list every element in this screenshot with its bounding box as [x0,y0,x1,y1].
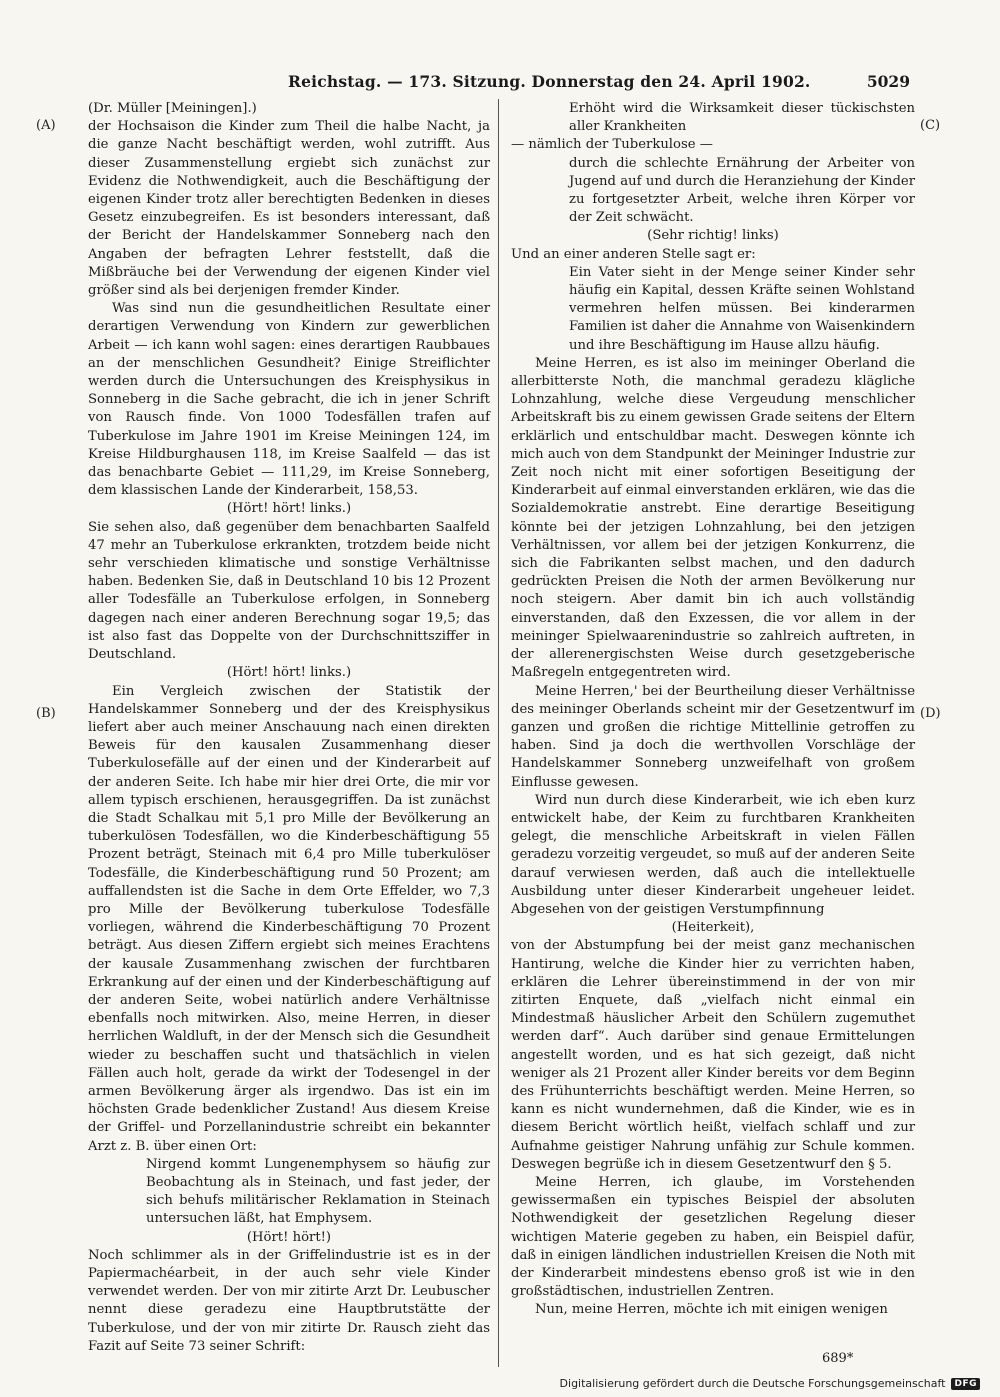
block-quote: Ein Vater sieht in der Menge seiner Kinder sehr häufig ein Kapital, dessen Kräfte seinen Wohlstand vermehren helfen müssen. Bei kinderarmen Familien ist daher die Annahme von Waisenkindern und ihre Beschäftigung im Hause allzu häufig. [569,264,915,353]
dfg-logo: DFG [951,1378,980,1390]
digitization-footer [560,1377,980,1390]
speaker-label: (Dr. Müller [Meiningen].) [88,101,257,116]
paragraph: Wird nun durch diese Kinderarbeit, wie ich eben kurz entwickelt habe, der Keim zu furchtbaren Krankheiten gelegt, die menschliche Arbeitskraft in vielen Fällen geradezu vorzeitig vergeudet, so muß auf der anderen Seite darauf verwiesen werden, daß auch die intellektuelle Ausbildung unter dieser Kinderarbeit ungeheuer leidet. Abgesehen von der geistigen Verstumpfinnung [511,792,915,917]
running-header [250,72,910,98]
left-column [88,100,490,1356]
inline-aside: — nämlich der Tuberkulose — [511,137,713,153]
interjection: (Hört! hört! links.) [226,665,352,681]
paragraph: der Hochsaison die Kinder zum Theil die halbe Nacht, ja die ganze Nacht beschäftigt werden, wohl zutrifft. Aus dieser Zusammenstellung ergiebt sich zunächst zur Evidenz die Nothwendigkeit, auch die Beschäftigung der eigenen Kinder trotz aller berechtigten Bedenken in dieses Gesetz einzubegreifen. Es ist besonders interessant, daß der Bericht der Handelskammer Sonneberg nach den Angaben der befragten Lehrer feststellt, daß die Mißbräuche bei der Verwendung der eigenen Kinder viel größer sind als bei derjenigen fremder Kinder. [88,119,490,299]
paragraph: Meine Herren, es ist also im meininger Oberland die allerbitterste Noth, die manchmal geradezu klägliche Lohnzahlung, welche diese Vergeudung menschlicher Arbeitskraft bis zu einem gewissen Grade seitens der Eltern erklärlich und entschuldbar macht. Deswegen könnte ich mich auch von dem Standpunkt der Meininger Industrie zur Zeit noch nicht mit einer sofortigen Beseitigung der Kinderarbeit auf einmal einverstanden erklären, wie das die Sozialdemokratie anstrebt. Eine derartige Beseitigung könnte bei der jetzigen Lohnzahlung, bei den jetzigen Verhältnissen, vor allem bei der jetzigen Konkurrenz, die sich die Fabrikanten selbst machen, und den dadurch gedrückten Preisen die Noth der armen Bevölkerung nur noch steigern. Aber damit bin ich auch vollständig einverstanden, daß den Exzessen, die vor allem in der meininger Spielwaarenindustrie so zahlreich auftreten, in der allerenergischsten Weise durch gesetzgeberische Maßregeln entgegentreten wird. [511,355,915,681]
paragraph: Was sind nun die gesundheitlichen Resultate einer derartigen Verwendung von Kindern zur gewerblichen Arbeit — ich kann wohl sagen: eines derartigen Raubbaues an der menschlichen Gesundheit? Einige Streiflichter werden durch die Untersuchungen des Kreisphysikus in Sonneberg in die Sache gebracht, die ich in jener Schrift von Rausch finde. Von 1000 Todesfällen trafen auf Tuberkulose im Jahre 1901 im Kreise Meiningen 124, im Kreise Hildburghausen 118, im Kreise Saalfeld — das ist das benachbarte Gebiet — 111,29, im Kreise Sonneberg, dem klassischen Lande der Kinderarbeit, 158,53. [88,301,490,499]
column-divider [498,99,499,1367]
header-title: Reichstag. — 173. Sitzung. Donnerstag den 24. April 1902. [288,72,811,91]
block-quote: durch die schlechte Ernährung der Arbeiter von Jugend auf und durch die Heranziehung der Kinder zu fortgesetzter Arbeit, welche ihren Körper vor der Zeit schwächt. [569,155,915,226]
interjection: (Hört! hört!) [246,1229,332,1245]
paragraph: Meine Herren,' bei der Beurtheilung dieser Verhältnisse des meininger Oberlands scheint mir der Gesetzentwurf im ganzen und großen die richtige Mittellinie getroffen zu haben. Sind ja doch die werthvollen Vorschläge der Handelskammer Sonneberg unzweifelhaft von großem Einflusse gewesen. [511,683,915,790]
paragraph: Sie sehen also, daß gegenüber dem benachbarten Saalfeld 47 mehr an Tuberkulose erkrankten, trotzdem beide nicht sehr verschieden klimatische und sonstige Verhältnisse haben. Bedenken Sie, daß in Deutschland 10 bis 12 Prozent aller Todesfälle an Tuberkulose erfolgen, in Sonneberg dagegen nach einer anderen Berechnung sogar 19,5; das ist also fast das Doppelte von der Durchschnittsziffer in Deutschland. [88,519,490,663]
margin-marker-a: (A) [36,118,56,133]
right-column [511,100,915,1320]
paragraph: Und an einer anderen Stelle sagt er: [511,246,756,262]
block-quote: Erhöht wird die Wirksamkeit dieser tückischsten aller Krankheiten [569,101,915,135]
paragraph: Nun, meine Herren, möchte ich mit einigen wenigen [535,1302,888,1318]
margin-marker-b: (B) [36,706,56,721]
sheet-signature: 689* [822,1351,854,1366]
paragraph: Noch schlimmer als in der Griffelindustrie ist es in der Papiermachéarbeit, in der auch sehr viele Kinder verwendet werden. Der von mir zitirte Arzt Dr. Leubuscher nennt diese geradezu eine Hauptbrutstätte der Tuberkulose, und der von mir zitirte Dr. Rausch zieht das Fazit auf Seite 73 seiner Schrift: [88,1247,490,1354]
interjection: (Hört! hört! links.) [226,501,352,517]
interjection: (Sehr richtig! links) [647,228,779,244]
paragraph: Ein Vergleich zwischen der Statistik der Handelskammer Sonneberg und der des Kreisphysikus liefert aber auch meiner Anschauung nach einen direkten Beweis für den kausalen Zusammenhang dieser Tuberkulosefälle auf der einen und der Kinderarbeit auf der anderen Seite. Ich habe mir hier drei Orte, die mir vor allem typisch erschienen, herausgegriffen. Da ist zunächst die Stadt Schalkau mit 5,1 pro Mille der Bevölkerung an tuberkulösen Todesfällen, wo die Kinderbeschäftigung 55 Prozent beträgt, Steinach mit 6,4 pro Mille tuberkulöser Todesfälle, die Kinderbeschäftigung rund 50 Prozent; am auffallendsten ist die Sache in dem Orte Effelder, wo 7,3 pro Mille der Bevölkerung tuberkulose Todesfälle vorliegen, während die Kinderbeschäftigung 70 Prozent beträgt. Aus diesen Ziffern ergiebt sich meines Erachtens der kausale Zusammenhang zwischen der furchtbaren Erkrankung auf der einen und der Kinderbeschäftigung auf der anderen Seite, wobei natürlich andere Verhältnisse ebenfalls noch mitwirken. Also, meine Herren, in dieser herrlichen Waldluft, in der der Mensch sich die Gesundheit wieder zu beschaffen sucht und thatsächlich in vielen Fällen auch holt, gerade da wirkt der Todesengel in der armen Bevölkerung ärger als irgendwo. Das ist ein im höchsten Grade bedenklicher Zustand! Aus diesem Kreise der Griffel- und Porzellanindustrie schreibt ein bekannter Arzt z. B. über einen Ort: [88,683,490,1154]
paragraph: von der Abstumpfung bei der meist ganz mechanischen Hantirung, welche die Kinder hier zu verrichten haben, erklären die Lehrer übereinstimmend in der von mir zitirten Enquete, daß „vielfach nicht einmal ein Mindestmaß häuslicher Arbeit den Schülern zugemuthet werden darf“. Auch darüber sind genaue Ermittelungen angestellt worden, und es hat sich gezeigt, daß nicht weniger als 21 Prozent aller Kinder bereits vor dem Beginn des Frühunterrichts beschäftigt werden. Meine Herren, so kann es nicht wundernehmen, daß die Kinder, wie es in diesem Bericht wörtlich heißt, vielfach schlaff und zur Aufnahme geistiger Nahrung unfähig zur Schule kommen. Deswegen begrüße ich in diesem Gesetzentwurf den § 5. [511,938,915,1172]
block-quote: Nirgend kommt Lungenemphysem so häufig zur Beobachtung als in Steinach, und fast jeder, der sich behufs militärischer Reklamation in Steinach untersuchen läßt, hat Emphysem. [146,1156,490,1227]
paragraph: Meine Herren, ich glaube, im Vorstehenden gewissermaßen ein typisches Beispiel der absoluten Nothwendigkeit der gesetzlichen Regelung dieser wichtigen Materie gegeben zu haben, ein Beispiel dafür, daß in einigen ländlichen industriellen Kreisen die Noth mit der Kinderarbeit mindestens ebenso groß ist wie in den großstädtischen, industriellen Zentren. [511,1174,915,1300]
margin-marker-c: (C) [920,118,941,133]
footer-credit: Digitalisierung gefördert durch die Deutsche Forschungsgemeinschaft [559,1377,946,1390]
margin-marker-d: (D) [920,706,941,721]
page-number: 5029 [866,72,910,91]
interjection: (Heiterkeit), [671,920,755,936]
